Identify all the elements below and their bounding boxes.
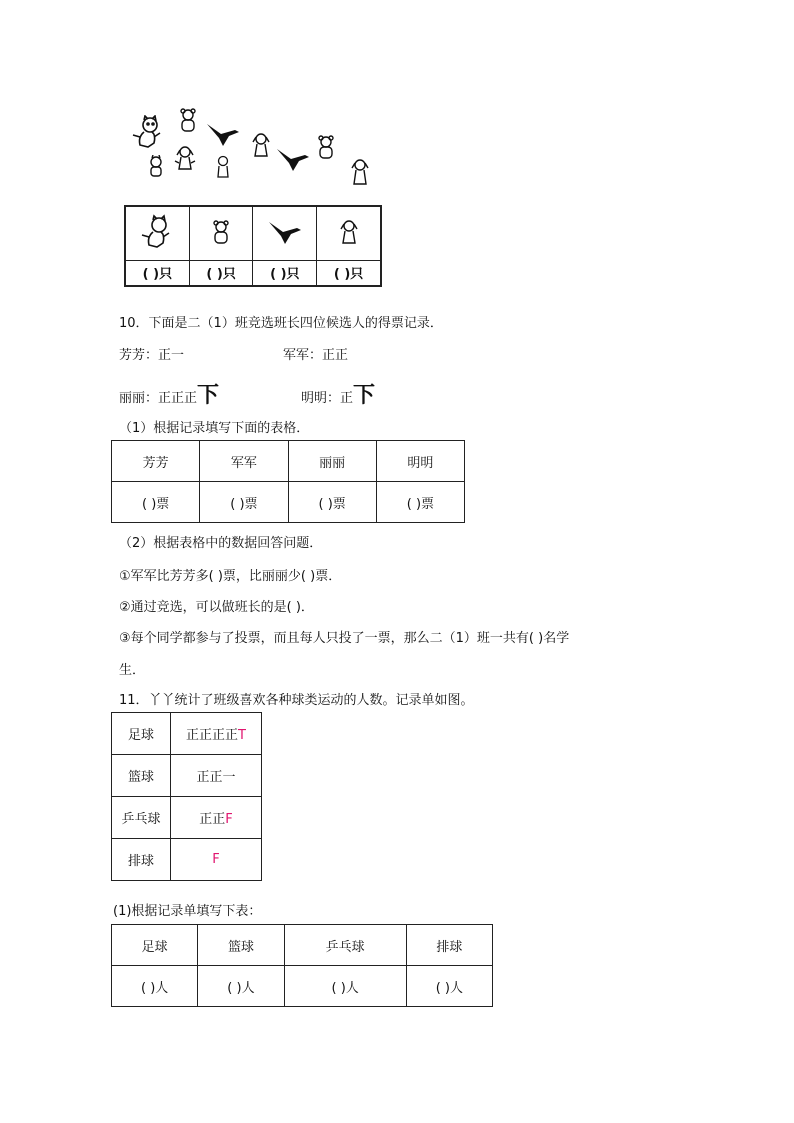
sport-count-cell[interactable]: ( )人 — [284, 966, 406, 1007]
vote-cell[interactable]: ( )票 — [288, 482, 376, 523]
cat-icon — [139, 213, 175, 253]
vote-cell[interactable]: ( )票 — [376, 482, 464, 523]
dog-icon — [213, 155, 233, 181]
tally-lili-text: 丽丽：正正正 — [119, 391, 198, 406]
dog-icon — [348, 158, 372, 188]
count-cell[interactable]: ( )只 — [189, 260, 253, 286]
cat-icon — [145, 155, 167, 179]
cell-bear — [189, 206, 253, 260]
sport-name: 乒乓球 — [112, 797, 171, 839]
tally-mingming — [301, 378, 375, 409]
sport-count-cell[interactable]: ( )人 — [406, 966, 492, 1007]
bear-icon — [177, 108, 199, 134]
vote-cell[interactable]: ( )票 — [112, 482, 200, 523]
cell-cat — [125, 206, 189, 260]
swallow-icon — [267, 218, 303, 248]
cell-dog — [317, 206, 381, 260]
q10-question-c-cont: 生． — [119, 663, 146, 678]
q10-title: 10．下面是二（1）班竞选班长四位候选人的得票记录． — [119, 316, 443, 331]
tally-mingming-text: 明明：正 — [301, 391, 354, 406]
sport-tally — [171, 839, 262, 881]
sport-tally — [171, 797, 262, 839]
sport-header: 排球 — [406, 925, 492, 966]
sport-name: 排球 — [112, 839, 171, 881]
sport-count-cell[interactable]: ( )人 — [198, 966, 284, 1007]
count-cell[interactable]: ( )只 — [253, 260, 317, 286]
sport-header: 篮球 — [198, 925, 284, 966]
sport-count-cell[interactable]: ( )人 — [112, 966, 198, 1007]
animal-picture — [125, 100, 385, 195]
sport-name: 篮球 — [112, 755, 171, 797]
tally-fangfang: 芳芳：正一 — [119, 348, 185, 363]
dog-icon — [173, 145, 197, 173]
q11-part1: (1)根据记录单填写下表： — [113, 904, 262, 919]
bear-icon — [315, 135, 337, 161]
cell-swallow — [253, 206, 317, 260]
q11-title: 11．丫丫统计了班级喜欢各种球类运动的人数。记录单如图。 — [119, 693, 474, 708]
q10-question-a: ①军军比芳芳多( )票，比丽丽少( )票． — [119, 569, 342, 584]
vote-header: 丽丽 — [288, 441, 376, 482]
tally-lili-mark: 下 — [197, 383, 220, 408]
tally-junjun: 军军：正正 — [283, 348, 349, 363]
vote-table — [111, 440, 465, 523]
q10-question-c: ③每个同学都参与了投票，而且每人只投了一票，那么二（1）班一共有( )名学 — [119, 631, 570, 646]
sports-record-table — [111, 712, 262, 881]
swallow-icon — [205, 120, 241, 150]
tally-lili — [119, 378, 219, 409]
sport-tally — [171, 755, 262, 797]
dog-icon — [337, 218, 361, 248]
swallow-icon — [275, 145, 311, 175]
sports-count-table — [111, 924, 493, 1007]
tally-mingming-mark: 下 — [353, 383, 376, 408]
sport-header: 足球 — [112, 925, 198, 966]
vote-header: 芳芳 — [112, 441, 200, 482]
q10-question-b: ②通过竞选，可以做班长的是( )． — [119, 600, 314, 615]
count-cell[interactable]: ( )只 — [317, 260, 381, 286]
sport-header: 乒乓球 — [284, 925, 406, 966]
tally-mark: T — [238, 728, 246, 743]
q10-part2: （2）根据表格中的数据回答问题． — [119, 536, 323, 551]
tally-text: 正正 — [199, 812, 226, 827]
cat-icon — [130, 115, 166, 151]
vote-header: 军军 — [200, 441, 288, 482]
sport-tally — [171, 713, 262, 755]
count-cell[interactable]: ( )只 — [125, 260, 189, 286]
sport-name: 足球 — [112, 713, 171, 755]
tally-text: 正正正正 — [186, 728, 239, 743]
bear-icon — [210, 220, 232, 246]
vote-header: 明明 — [376, 441, 464, 482]
tally-text: 正正一 — [196, 770, 236, 785]
q10-part1: （1）根据记录填写下面的表格． — [119, 421, 310, 436]
dog-icon — [249, 132, 273, 160]
vote-cell[interactable]: ( )票 — [200, 482, 288, 523]
tally-mark: F — [212, 852, 220, 867]
animal-count-table — [124, 205, 382, 287]
tally-mark: F — [225, 812, 233, 827]
